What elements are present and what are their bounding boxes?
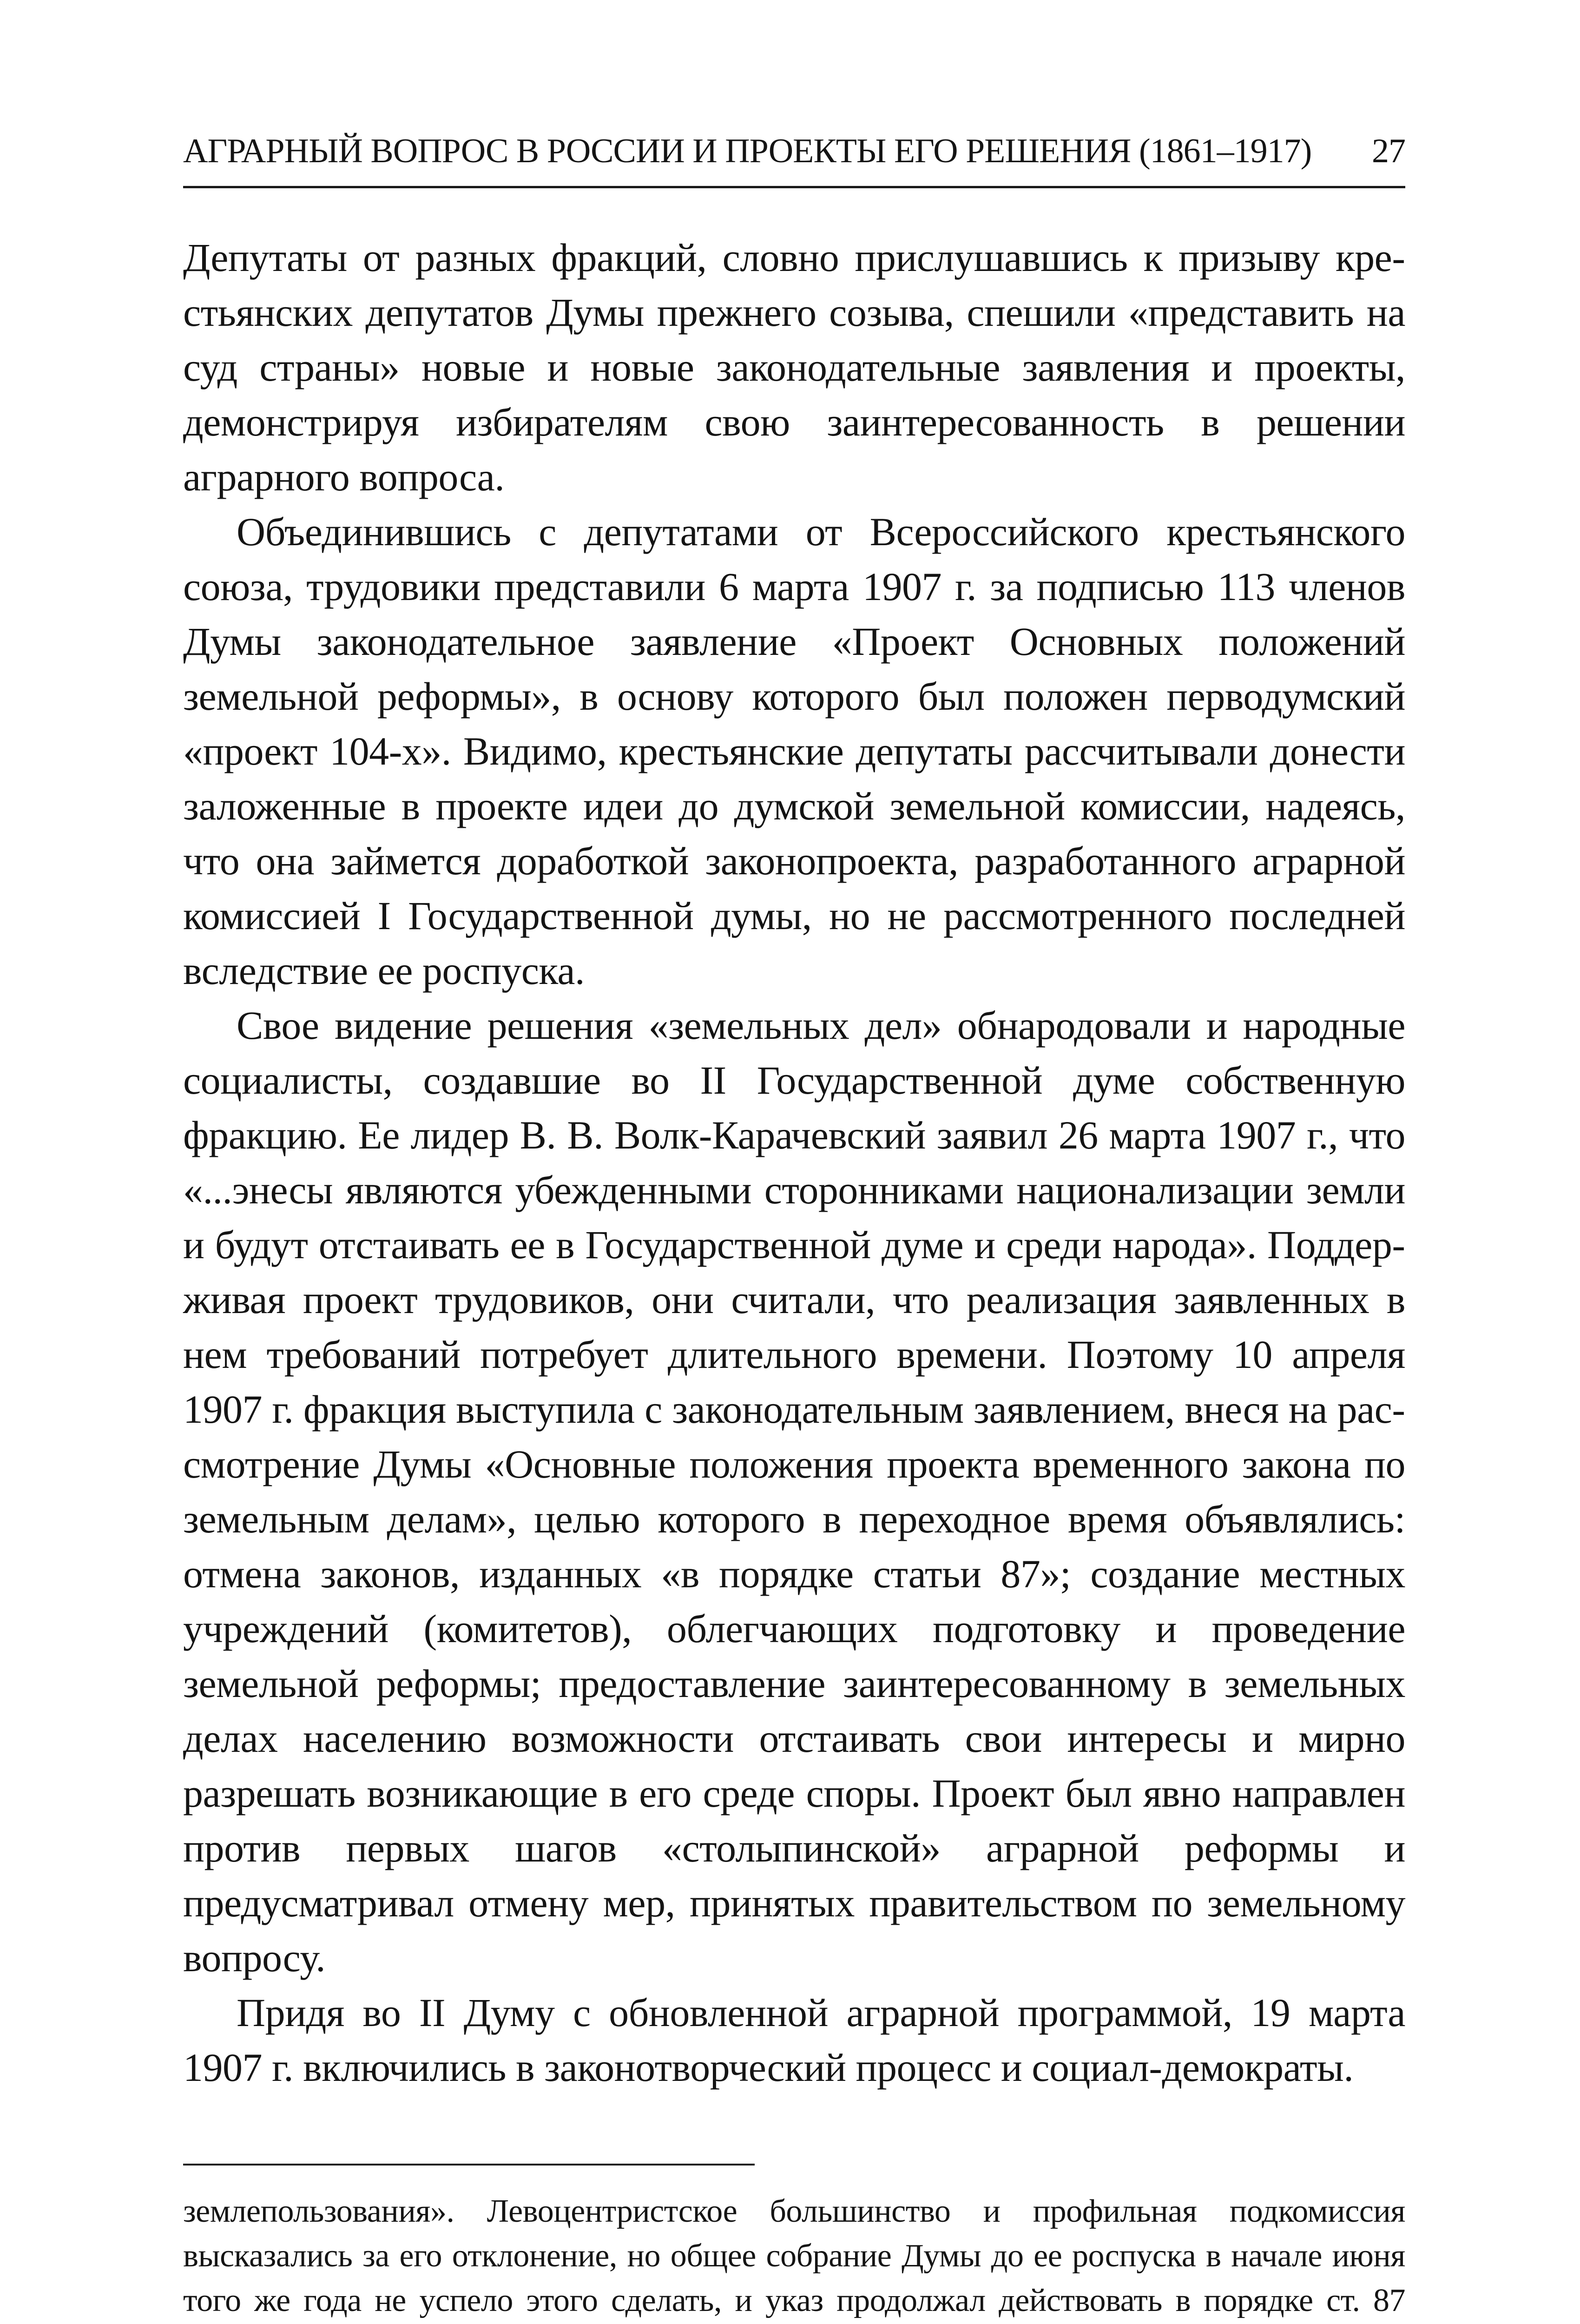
- page-number: 27: [1372, 132, 1405, 170]
- running-title: АГРАРНЫЙ ВОПРОС В РОССИИ И ПРОЕКТЫ ЕГО РЕШЕНИЯ (1861–1917): [183, 132, 1312, 170]
- running-header: [183, 123, 1405, 179]
- book-page: [183, 123, 1405, 2318]
- footnote-text: землепользования». Левоцентристское большинство и профильная подкомиссия высказались за его отклонение, но общее собрание Думы до ее роспуска в начале июня того же года не успело этого сделать, и указ продолжал действовать в порядке ст. 87: [183, 2193, 1405, 2318]
- footnote-rule: [183, 2164, 755, 2166]
- body-text: [183, 230, 1405, 2095]
- paragraph-2: Объединившись с депутатами от Всероссийского крестьянского союза, трудовики представили 6 марта 1907 г. за подписью 113 членов Думы законодательное заявление «Проект Основных положений земельной реформы», в основу которого был положен перводумский «проект 104-х». Видимо, крестьянские депутаты рассчитывали донести заложенные в проекте идеи до думской земельной комиссии, надеясь, что она займется доработкой законопроекта, разработанного аграрной комиссией I Государственной думы, но не рассмотренного последней вследствие ее роспуска.: [183, 509, 1405, 993]
- header-rule: [183, 186, 1405, 188]
- paragraph-4: Придя во II Думу с обновленной аграрной программой, 19 марта 1907 г. включились в законотворческий процесс и социал-демократы.: [183, 1990, 1405, 2090]
- paragraph-1: Депутаты от разных фракций, словно прислушавшись к призыву крестьянских депутатов Думы прежнего созыва, спешили «представить на суд страны» новые и новые законодательные заявления и проекты, демонстрируя избирателям свою заинтересованность в решении аграрного вопроса.: [183, 235, 1405, 499]
- paragraph-3: Свое видение решения «земельных дел» обнародовали и народные социалисты, создавшие во II Государственной думе собственную фракцию. Ее лидер В. В. Волк-Карачевский заявил 26 марта 1907 г., что «...энесы являются убежденными сторонниками национализации земли и будут отстаивать ее в Государственной думе и среди народа». Поддерживая проект трудовиков, они считали, что реализация заявленных в нем требований потребует длительного времени. Поэтому 10 апреля 1907 г. фракция выступила с законодательным заявлением, внеся на рассмотрение Думы «Основные положения проекта временного закона по земельным делам», целью которого в переходное время объявлялись: отмена законов, изданных «в порядке статьи 87»; создание местных учреждений (комитетов), облегчающих подготовку и проведение земельной реформы; предоставление заинтересованному в земельных делах населению возможности отстаивать свои интересы и мирно разрешать возникающие в его среде споры. Проект был явно направлен против первых шагов «столыпинской» аграрной реформы и предусматривал отмену мер, принятых правительством по земельному вопросу.: [183, 1003, 1405, 1980]
